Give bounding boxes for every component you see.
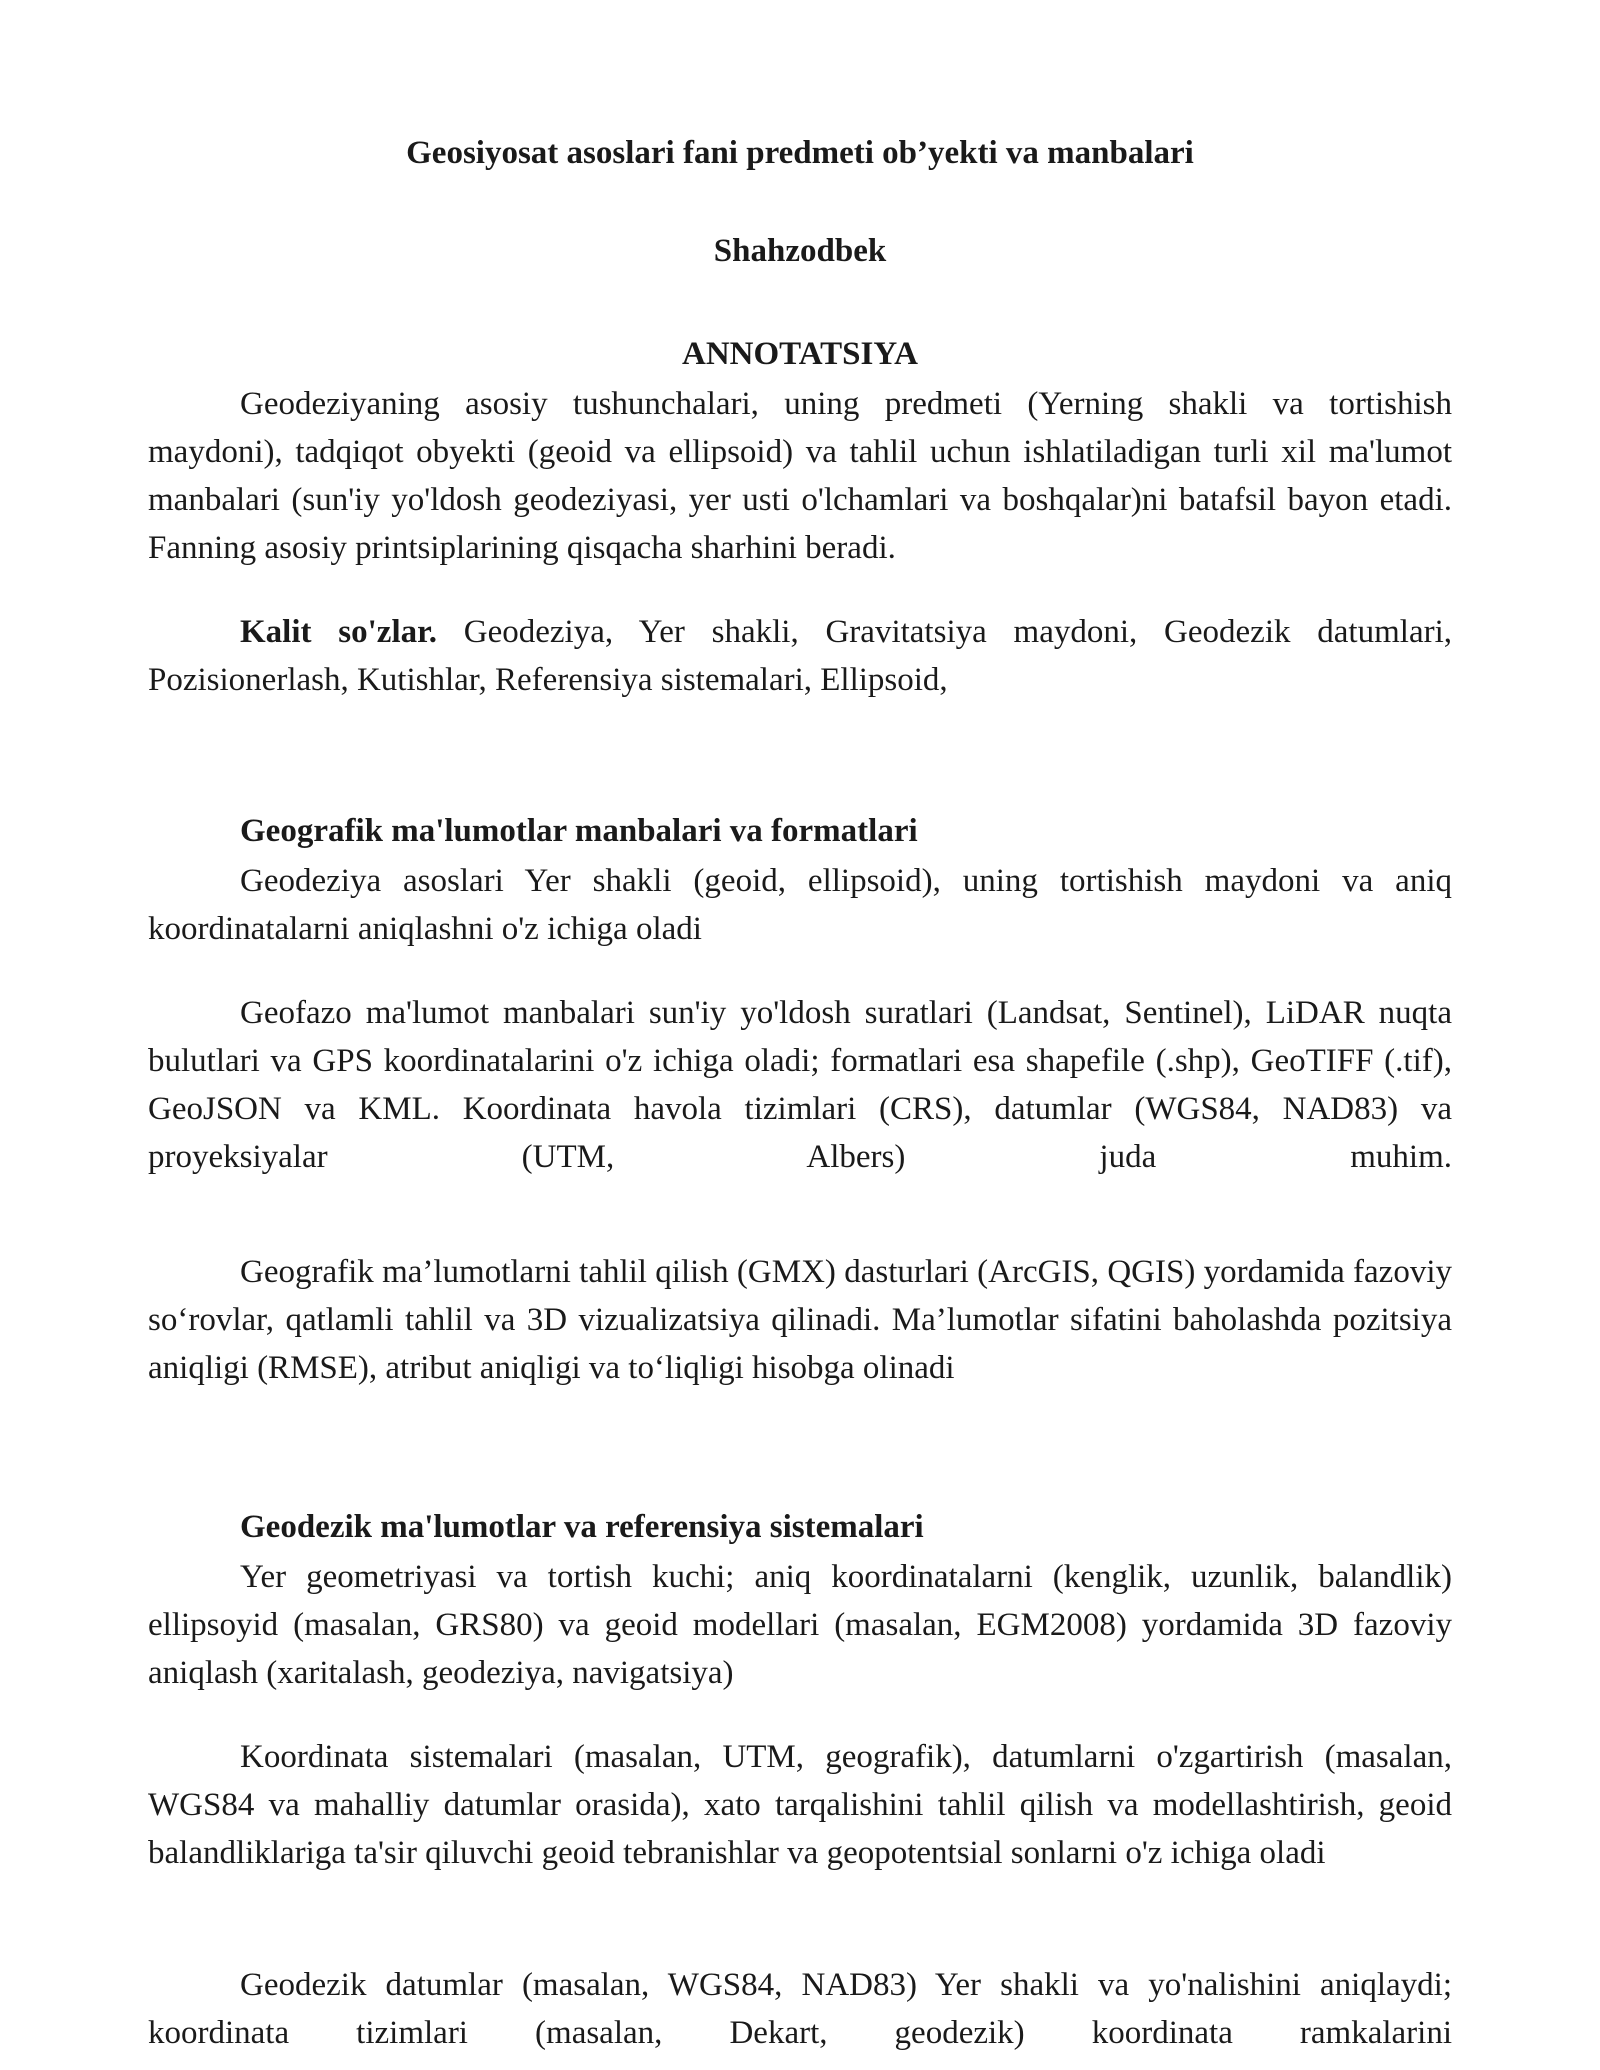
document-title: Geosiyosat asoslari fani predmeti ob’yekti va manbalari	[406, 135, 1194, 171]
keywords-label: Kalit so'zlar.	[240, 614, 437, 650]
section-paragraph: Koordinata sistemalari (masalan, UTM, geografik), datumlarni o'zgartirish (masalan, WGS84 va mahalliy datumlar orasida), xato tarqalishini tahlil qilish va modellashtirish, geoid balandliklariga ta'sir qiluvchi geoid tebranishlar va geopotentsial sonlarni o'z ichiga oladi	[148, 1739, 1452, 1871]
section-heading: Geografik ma'lumotlar manbalari va formatlari	[240, 813, 918, 849]
author-name: Shahzodbek	[713, 233, 887, 269]
section-paragraph: Yer geometriyasi va tortish kuchi; aniq koordinatalarni (kenglik, uzunlik, balandlik) ellipsoyid (masalan, GRS80) va geoid modellari (masalan, EGM2008) yordamida 3D fazoviy aniqlash (xaritalash, geodeziya, navigatsiya)	[148, 1559, 1452, 1691]
section-paragraph: Geofazo ma'lumot manbalari sun'iy yo'ldosh suratlari (Landsat, Sentinel), LiDAR nuqta bulutlari va GPS koordinatalarini o'z ichiga oladi; formatlari esa shapefile (.shp), GeoTIFF (.tif), GeoJSON va KML. Koordinata havola tizimlari (CRS), datumlar (WGS84, NAD83) va proyeksiyalar (UTM, Albers) juda muhim.	[148, 995, 1452, 1175]
annotation-heading: ANNOTATSIYA	[682, 336, 918, 372]
section-paragraph: Geografik ma’lumotlarni tahlil qilish (GMX) dasturlari (ArcGIS, QGIS) yordamida fazoviy so‘rovlar, qatlamli tahlil va 3D vizualizatsiya qilinadi. Ma’lumotlar sifatini baholashda pozitsiya aniqligi (RMSE), atribut aniqligi va to‘liqligi hisobga olinadi	[148, 1254, 1452, 1386]
section-paragraph: Geodezik datumlar (masalan, WGS84, NAD83) Yer shakli va yo'nalishini aniqlaydi; koordinata tizimlari (masalan, Dekart, geodezik) koordinata ramkalarini	[148, 1967, 1452, 2051]
keywords-paragraph	[148, 608, 1452, 704]
section-heading: Geodezik ma'lumotlar va referensiya sistemalari	[240, 1509, 924, 1545]
annotation-paragraph: Geodeziyaning asosiy tushunchalari, uning predmeti (Yerning shakli va tortishish maydoni), tadqiqot obyekti (geoid va ellipsoid) va tahlil uchun ishlatiladigan turli xil ma'lumot manbalari (sun'iy yo'ldosh geodeziyasi, yer usti o'lchamlari va boshqalar)ni batafsil bayon etadi. Fanning asosiy printsiplarining qisqacha sharhini beradi.	[148, 386, 1452, 566]
section-paragraph: Geodeziya asoslari Yer shakli (geoid, ellipsoid), uning tortishish maydoni va aniq koordinatalarni aniqlashni o'z ichiga oladi	[148, 863, 1452, 947]
keywords-text: Geodeziya, Yer shakli, Gravitatsiya maydoni, Geodezik datumlari, Pozisionerlash, Kutishlar, Referensiya sistemalari, Ellipsoid,	[148, 614, 1452, 698]
